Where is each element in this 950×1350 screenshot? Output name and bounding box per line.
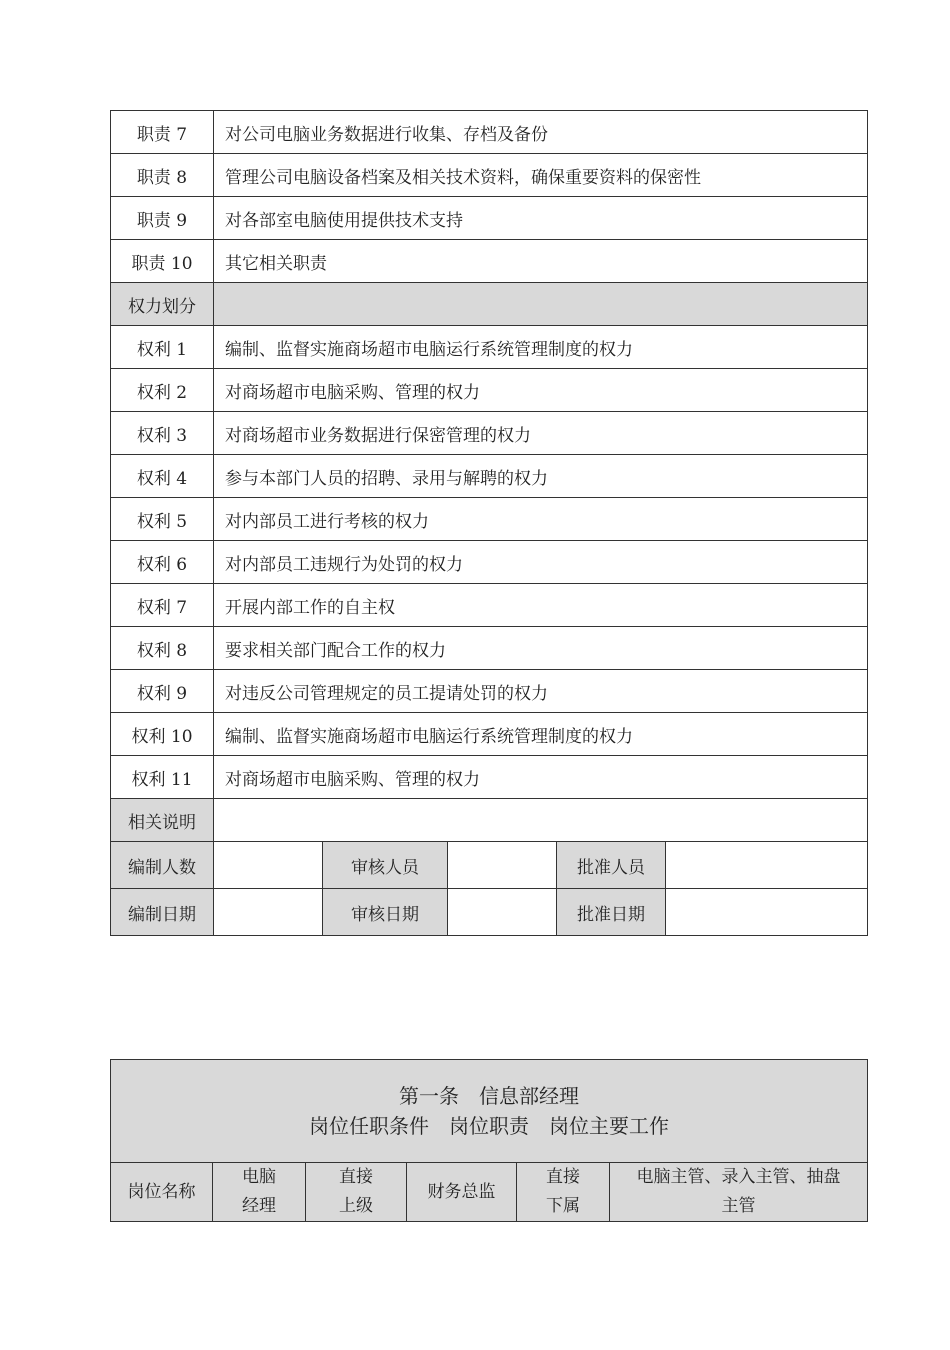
- right-text: 开展内部工作的自主权: [214, 584, 868, 627]
- approver-value: [666, 842, 868, 889]
- signoff-row: [111, 842, 868, 889]
- direct-subordinate-value-line: 电脑主管、录入主管、抽盘: [636, 1167, 841, 1187]
- duty-text: 其它相关职责: [214, 240, 868, 283]
- signoff-row: [111, 889, 868, 936]
- right-label: 权利 1: [111, 326, 214, 369]
- notes-row: [111, 799, 868, 842]
- table-row: [111, 670, 868, 713]
- direct-superior-value: 财务总监: [407, 1163, 517, 1222]
- duty-label: 职责 10: [111, 240, 214, 283]
- prepared-date-label: 编制日期: [111, 889, 214, 936]
- approval-date-value: [666, 889, 868, 936]
- right-label: 权利 5: [111, 498, 214, 541]
- duty-text: 对各部室电脑使用提供技术支持: [214, 197, 868, 240]
- position-info-row: [111, 1163, 868, 1222]
- position-name-value: [213, 1163, 306, 1222]
- reviewer-label: 审核人员: [323, 842, 448, 889]
- position-name-value-line: 经理: [242, 1196, 276, 1216]
- table-row: [111, 197, 868, 240]
- right-text: 编制、监督实施商场超市电脑运行系统管理制度的权力: [214, 713, 868, 756]
- right-label: 权利 7: [111, 584, 214, 627]
- direct-subordinate-label: [517, 1163, 610, 1222]
- position-name-value-line: 电脑: [242, 1167, 276, 1187]
- right-label: 权利 8: [111, 627, 214, 670]
- prepared-date-value: [214, 889, 323, 936]
- direct-subordinate-label-line: 下属: [546, 1196, 580, 1216]
- right-label: 权利 6: [111, 541, 214, 584]
- notes-label: 相关说明: [111, 799, 214, 842]
- power-section-text: [214, 283, 868, 326]
- section-heading: [111, 1060, 868, 1163]
- responsibilities-table: [110, 110, 868, 936]
- notes-text: [214, 799, 868, 842]
- table-row: [111, 756, 868, 799]
- table-row: [111, 498, 868, 541]
- right-text: 对内部员工进行考核的权力: [214, 498, 868, 541]
- position-name-label: 岗位名称: [111, 1163, 213, 1222]
- section-title: 第一条 信息部经理: [399, 1084, 580, 1108]
- power-section-label: 权力划分: [111, 283, 214, 326]
- power-section-row: [111, 283, 868, 326]
- table-row: [111, 412, 868, 455]
- right-label: 权利 4: [111, 455, 214, 498]
- review-date-label: 审核日期: [323, 889, 448, 936]
- table-row: [111, 326, 868, 369]
- review-date-value: [448, 889, 557, 936]
- headcount-value: [214, 842, 323, 889]
- direct-subordinate-value: [610, 1163, 868, 1222]
- table-row: [111, 713, 868, 756]
- right-text: 参与本部门人员的招聘、录用与解聘的权力: [214, 455, 868, 498]
- right-text: 对商场超市电脑采购、管理的权力: [214, 369, 868, 412]
- duty-text: 管理公司电脑设备档案及相关技术资料，确保重要资料的保密性: [214, 154, 868, 197]
- table-row: [111, 240, 868, 283]
- table-row: [111, 541, 868, 584]
- duty-label: 职责 9: [111, 197, 214, 240]
- table-row: [111, 154, 868, 197]
- right-text: 编制、监督实施商场超市电脑运行系统管理制度的权力: [214, 326, 868, 369]
- right-label: 权利 11: [111, 756, 214, 799]
- right-text: 对商场超市电脑采购、管理的权力: [214, 756, 868, 799]
- direct-subordinate-value-line: 主管: [721, 1196, 756, 1216]
- duty-label: 职责 8: [111, 154, 214, 197]
- headcount-label: 编制人数: [111, 842, 214, 889]
- direct-superior-label-line: 上级: [339, 1196, 373, 1216]
- approver-label: 批准人员: [557, 842, 666, 889]
- direct-superior-label-line: 直接: [339, 1167, 373, 1187]
- reviewer-value: [448, 842, 557, 889]
- right-text: 对商场超市业务数据进行保密管理的权力: [214, 412, 868, 455]
- table-row: [111, 455, 868, 498]
- right-text: 要求相关部门配合工作的权力: [214, 627, 868, 670]
- right-text: 对违反公司管理规定的员工提请处罚的权力: [214, 670, 868, 713]
- right-label: 权利 3: [111, 412, 214, 455]
- right-label: 权利 2: [111, 369, 214, 412]
- right-label: 权利 9: [111, 670, 214, 713]
- table-row: [111, 111, 868, 154]
- direct-subordinate-label-line: 直接: [546, 1167, 580, 1187]
- approval-date-label: 批准日期: [557, 889, 666, 936]
- section-subtitle: 岗位任职条件 岗位职责 岗位主要工作: [309, 1114, 670, 1138]
- position-table: [110, 1059, 868, 1222]
- right-text: 对内部员工违规行为处罚的权力: [214, 541, 868, 584]
- heading-row: [111, 1060, 868, 1163]
- right-label: 权利 10: [111, 713, 214, 756]
- table-row: [111, 584, 868, 627]
- table-row: [111, 627, 868, 670]
- table-row: [111, 369, 868, 412]
- direct-superior-label: [306, 1163, 407, 1222]
- duty-label: 职责 7: [111, 111, 214, 154]
- duty-text: 对公司电脑业务数据进行收集、存档及备份: [214, 111, 868, 154]
